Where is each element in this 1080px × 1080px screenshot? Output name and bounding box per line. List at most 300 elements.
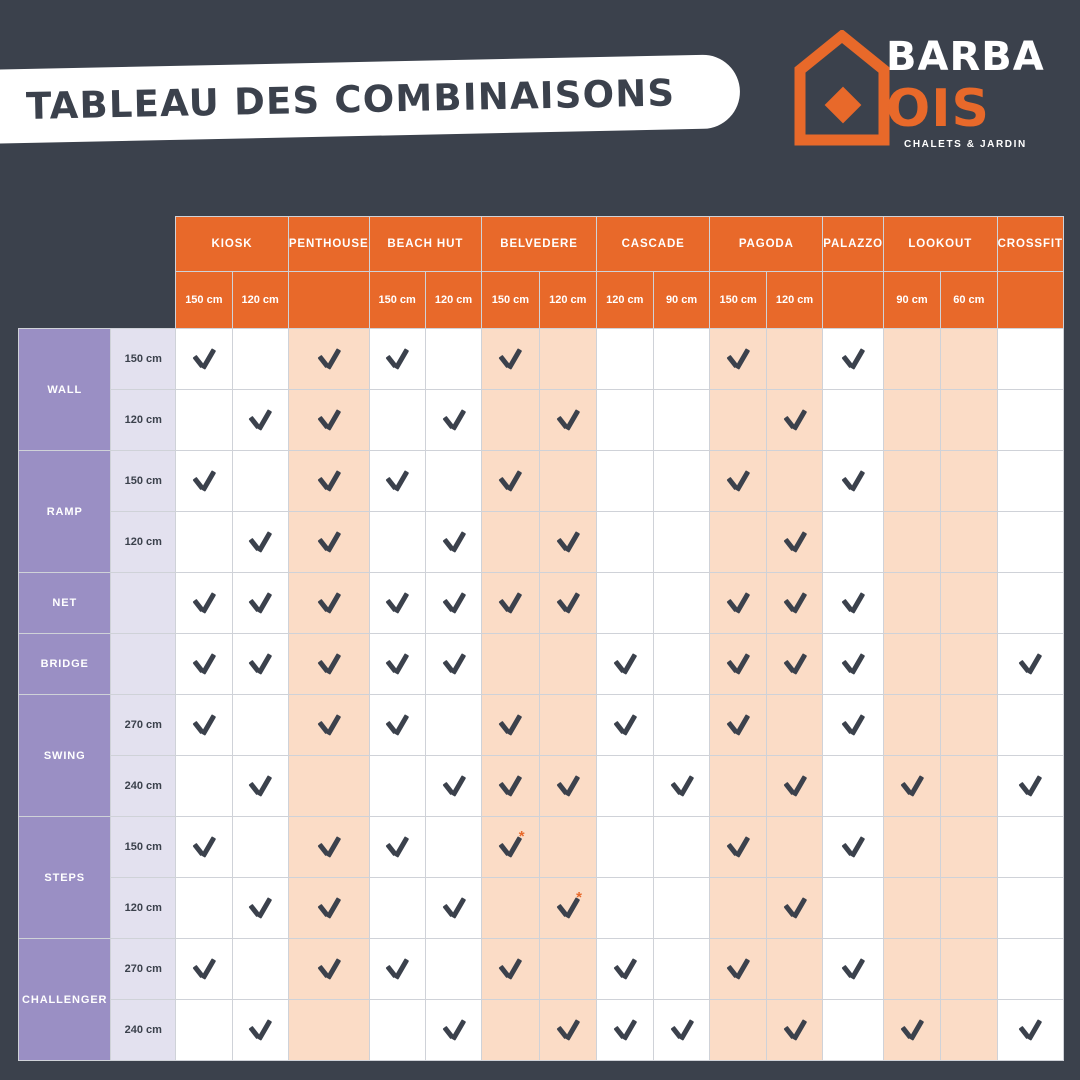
row-sub-header: 120 cm <box>111 512 176 573</box>
column-sub-header <box>997 272 1063 329</box>
combination-cell[interactable] <box>288 329 369 390</box>
check-icon <box>497 471 523 491</box>
combination-cell[interactable] <box>823 878 884 939</box>
check-icon <box>555 776 581 796</box>
check-icon <box>782 593 808 613</box>
row-group-header: STEPS <box>19 817 111 939</box>
combination-cell[interactable] <box>653 817 710 878</box>
combination-cell[interactable] <box>883 817 940 878</box>
column-group-header: BELVEDERE <box>482 217 597 272</box>
combination-cell[interactable] <box>596 634 653 695</box>
check-icon <box>840 349 866 369</box>
combination-cell[interactable] <box>653 451 710 512</box>
check-icon <box>555 410 581 430</box>
row-group-header: BRIDGE <box>19 634 111 695</box>
combination-cell[interactable] <box>997 512 1063 573</box>
combination-cell[interactable] <box>941 390 997 451</box>
combination-cell[interactable] <box>997 756 1063 817</box>
row-sub-header <box>111 634 176 695</box>
combination-cell[interactable] <box>941 573 997 634</box>
combination-cell[interactable] <box>941 878 997 939</box>
combination-cell[interactable] <box>539 451 596 512</box>
combination-cell[interactable] <box>232 878 288 939</box>
combination-cell[interactable] <box>941 756 997 817</box>
combination-cell[interactable] <box>823 329 884 390</box>
combination-cell[interactable] <box>539 878 596 939</box>
combination-cell[interactable] <box>176 634 232 695</box>
combinations-table-wrap <box>18 216 1064 1061</box>
check-icon <box>612 1020 638 1040</box>
combination-cell[interactable] <box>176 939 232 1000</box>
check-icon <box>782 654 808 674</box>
combination-cell[interactable] <box>997 329 1063 390</box>
table-row <box>19 817 1064 878</box>
combination-cell[interactable] <box>653 1000 710 1061</box>
check-icon <box>441 898 467 918</box>
logo-word-top: BARBA <box>886 34 1045 80</box>
check-icon <box>191 837 217 857</box>
combination-cell[interactable] <box>941 695 997 756</box>
combination-cell[interactable] <box>425 817 481 878</box>
combination-cell[interactable] <box>941 817 997 878</box>
combination-cell[interactable] <box>176 817 232 878</box>
combination-cell[interactable] <box>176 878 232 939</box>
check-icon <box>191 593 217 613</box>
column-sub-header: 60 cm <box>941 272 997 329</box>
combination-cell[interactable] <box>766 817 822 878</box>
table-row <box>19 451 1064 512</box>
combination-cell[interactable] <box>596 939 653 1000</box>
check-icon <box>1017 654 1043 674</box>
column-group-header: CROSSFIT <box>997 217 1063 272</box>
table-row <box>19 939 1064 1000</box>
combination-cell[interactable] <box>288 1000 369 1061</box>
check-icon <box>555 532 581 552</box>
combination-cell[interactable] <box>425 329 481 390</box>
column-sub-header: 150 cm <box>482 272 539 329</box>
combination-cell[interactable] <box>710 695 766 756</box>
combination-cell[interactable] <box>596 878 653 939</box>
house-b-logo-icon <box>794 30 890 146</box>
column-group-header: CASCADE <box>596 217 710 272</box>
combination-cell[interactable] <box>288 695 369 756</box>
check-icon <box>725 959 751 979</box>
combination-cell[interactable] <box>941 939 997 1000</box>
combination-cell[interactable] <box>369 817 425 878</box>
table-body <box>19 329 1064 1061</box>
combination-cell[interactable] <box>596 817 653 878</box>
check-icon <box>247 532 273 552</box>
check-icon <box>725 349 751 369</box>
combination-cell[interactable] <box>997 939 1063 1000</box>
combination-cell[interactable] <box>883 756 940 817</box>
combination-cell[interactable] <box>288 878 369 939</box>
table-row <box>19 573 1064 634</box>
check-icon <box>316 410 342 430</box>
check-icon <box>497 593 523 613</box>
check-icon <box>612 715 638 735</box>
combination-cell[interactable] <box>482 939 539 1000</box>
check-icon <box>384 837 410 857</box>
combination-cell[interactable] <box>425 695 481 756</box>
table-row <box>19 756 1064 817</box>
combination-cell[interactable] <box>232 390 288 451</box>
check-icon <box>669 1020 695 1040</box>
combination-cell[interactable] <box>176 329 232 390</box>
combination-cell[interactable] <box>823 390 884 451</box>
combination-cell[interactable] <box>766 634 822 695</box>
combination-cell[interactable] <box>653 634 710 695</box>
combination-cell[interactable] <box>539 634 596 695</box>
combination-cell[interactable] <box>232 634 288 695</box>
combination-cell[interactable] <box>766 1000 822 1061</box>
column-sub-header <box>823 272 884 329</box>
combination-cell[interactable] <box>653 756 710 817</box>
row-sub-header: 150 cm <box>111 817 176 878</box>
combination-cell[interactable] <box>369 1000 425 1061</box>
combination-cell[interactable] <box>823 451 884 512</box>
combination-cell[interactable] <box>766 878 822 939</box>
check-icon <box>247 898 273 918</box>
check-icon <box>899 1020 925 1040</box>
combination-cell[interactable] <box>288 939 369 1000</box>
check-icon <box>441 654 467 674</box>
check-icon <box>782 410 808 430</box>
check-icon <box>725 715 751 735</box>
combination-cell[interactable] <box>883 390 940 451</box>
check-icon <box>191 715 217 735</box>
combination-cell[interactable] <box>653 939 710 1000</box>
combination-cell[interactable] <box>883 451 940 512</box>
row-sub-header: 240 cm <box>111 756 176 817</box>
combination-cell[interactable] <box>288 512 369 573</box>
check-icon <box>191 349 217 369</box>
column-sub-header: 120 cm <box>232 272 288 329</box>
combination-cell[interactable] <box>941 451 997 512</box>
combination-cell[interactable] <box>482 512 539 573</box>
combination-cell[interactable] <box>653 695 710 756</box>
check-icon <box>441 410 467 430</box>
combination-cell[interactable] <box>539 756 596 817</box>
combination-cell[interactable] <box>710 390 766 451</box>
combination-cell[interactable] <box>232 939 288 1000</box>
check-icon <box>191 959 217 979</box>
column-group-header: KIOSK <box>176 217 289 272</box>
column-sub-header: 150 cm <box>369 272 425 329</box>
combination-cell[interactable] <box>823 634 884 695</box>
combination-cell[interactable] <box>653 512 710 573</box>
combination-cell[interactable] <box>883 939 940 1000</box>
combination-cell[interactable] <box>941 634 997 695</box>
combination-cell[interactable] <box>997 878 1063 939</box>
combination-cell[interactable] <box>823 512 884 573</box>
combination-cell[interactable] <box>369 756 425 817</box>
combination-cell[interactable] <box>710 512 766 573</box>
combination-cell[interactable] <box>232 451 288 512</box>
combination-cell[interactable] <box>997 695 1063 756</box>
combination-cell[interactable] <box>710 573 766 634</box>
combination-cell[interactable] <box>766 573 822 634</box>
combination-cell[interactable] <box>883 329 940 390</box>
combination-cell[interactable] <box>369 451 425 512</box>
combination-cell[interactable] <box>766 695 822 756</box>
combination-cell[interactable] <box>997 451 1063 512</box>
column-group-header: PENTHOUSE <box>288 217 369 272</box>
combination-cell[interactable] <box>482 817 539 878</box>
check-icon <box>1017 1020 1043 1040</box>
combination-cell[interactable] <box>539 1000 596 1061</box>
combination-cell[interactable] <box>288 756 369 817</box>
row-sub-header: 270 cm <box>111 695 176 756</box>
combination-cell[interactable] <box>539 512 596 573</box>
combination-cell[interactable] <box>766 329 822 390</box>
combination-cell[interactable] <box>941 329 997 390</box>
combination-cell[interactable] <box>369 329 425 390</box>
combination-cell[interactable] <box>176 390 232 451</box>
check-icon <box>441 593 467 613</box>
combination-cell[interactable] <box>425 1000 481 1061</box>
check-icon <box>899 776 925 796</box>
combination-cell[interactable] <box>369 512 425 573</box>
combination-cell[interactable] <box>288 817 369 878</box>
check-icon <box>384 349 410 369</box>
combination-cell[interactable] <box>883 695 940 756</box>
check-icon <box>316 471 342 491</box>
combination-cell[interactable] <box>482 573 539 634</box>
row-sub-header: 150 cm <box>111 329 176 390</box>
combination-cell[interactable] <box>596 573 653 634</box>
check-icon <box>497 349 523 369</box>
combination-cell[interactable] <box>288 634 369 695</box>
combination-cell[interactable] <box>232 512 288 573</box>
combination-cell[interactable] <box>766 512 822 573</box>
combination-cell[interactable] <box>425 512 481 573</box>
check-icon <box>840 593 866 613</box>
combination-cell[interactable] <box>288 573 369 634</box>
combination-cell[interactable] <box>997 634 1063 695</box>
combination-cell[interactable] <box>997 817 1063 878</box>
combination-cell[interactable] <box>596 756 653 817</box>
combination-cell[interactable] <box>176 451 232 512</box>
combination-cell[interactable] <box>883 1000 940 1061</box>
combination-cell[interactable] <box>232 1000 288 1061</box>
column-sub-header: 90 cm <box>883 272 940 329</box>
check-icon <box>441 776 467 796</box>
combination-cell[interactable] <box>766 939 822 1000</box>
check-icon <box>840 959 866 979</box>
row-group-header: RAMP <box>19 451 111 573</box>
combination-cell[interactable] <box>596 512 653 573</box>
combination-cell[interactable] <box>941 512 997 573</box>
combination-cell[interactable] <box>823 695 884 756</box>
combination-cell[interactable] <box>176 512 232 573</box>
check-icon <box>191 471 217 491</box>
combination-cell[interactable] <box>176 573 232 634</box>
check-icon <box>191 654 217 674</box>
check-icon <box>840 837 866 857</box>
combination-cell[interactable] <box>176 695 232 756</box>
combination-cell[interactable] <box>539 817 596 878</box>
combination-cell[interactable] <box>823 817 884 878</box>
combination-cell[interactable] <box>425 939 481 1000</box>
combination-cell[interactable] <box>539 390 596 451</box>
combination-cell[interactable] <box>596 390 653 451</box>
column-group-header: PALAZZO <box>823 217 884 272</box>
combination-cell[interactable] <box>596 329 653 390</box>
combination-cell[interactable] <box>482 329 539 390</box>
combination-cell[interactable] <box>883 878 940 939</box>
check-icon <box>316 654 342 674</box>
combination-cell[interactable] <box>596 451 653 512</box>
combination-cell[interactable] <box>425 756 481 817</box>
row-group-header: WALL <box>19 329 111 451</box>
combination-cell[interactable] <box>997 573 1063 634</box>
check-icon <box>316 715 342 735</box>
combination-cell[interactable] <box>653 329 710 390</box>
combination-cell[interactable] <box>766 390 822 451</box>
table-row <box>19 634 1064 695</box>
combination-cell[interactable] <box>369 939 425 1000</box>
check-icon <box>247 1020 273 1040</box>
check-icon <box>497 776 523 796</box>
combination-cell[interactable] <box>288 390 369 451</box>
combination-cell[interactable] <box>823 1000 884 1061</box>
check-icon <box>612 959 638 979</box>
combination-cell[interactable] <box>653 573 710 634</box>
combination-cell[interactable] <box>482 634 539 695</box>
check-icon <box>316 593 342 613</box>
check-icon <box>782 1020 808 1040</box>
combination-cell[interactable] <box>883 634 940 695</box>
combination-cell[interactable] <box>232 817 288 878</box>
column-sub-header: 150 cm <box>176 272 232 329</box>
row-group-header: CHALLENGER <box>19 939 111 1061</box>
combination-cell[interactable] <box>997 1000 1063 1061</box>
combination-cell[interactable] <box>369 573 425 634</box>
combination-cell[interactable] <box>482 390 539 451</box>
combination-cell[interactable] <box>539 939 596 1000</box>
table-head <box>19 217 1064 329</box>
row-sub-header <box>111 573 176 634</box>
combination-cell[interactable] <box>823 573 884 634</box>
combination-cell[interactable] <box>710 817 766 878</box>
table-row <box>19 329 1064 390</box>
page-title: TABLEAU DES COMBINAISONS <box>25 70 676 128</box>
column-sub-header: 150 cm <box>710 272 766 329</box>
combination-cell[interactable] <box>482 451 539 512</box>
combination-cell[interactable] <box>176 756 232 817</box>
combination-cell[interactable] <box>539 695 596 756</box>
combination-cell[interactable] <box>596 695 653 756</box>
check-icon <box>316 837 342 857</box>
combination-cell[interactable] <box>369 390 425 451</box>
asterisk-marker: * <box>576 889 582 906</box>
combination-cell[interactable] <box>425 451 481 512</box>
column-sub-header <box>288 272 369 329</box>
combination-cell[interactable] <box>482 756 539 817</box>
combination-cell[interactable] <box>425 634 481 695</box>
column-sub-header: 120 cm <box>425 272 481 329</box>
combination-cell[interactable] <box>823 939 884 1000</box>
check-icon <box>384 471 410 491</box>
check-icon <box>840 715 866 735</box>
combinations-table <box>18 216 1064 1061</box>
combination-cell[interactable] <box>288 451 369 512</box>
title-banner <box>0 54 741 144</box>
row-group-header: NET <box>19 573 111 634</box>
combination-cell[interactable] <box>653 390 710 451</box>
combination-cell[interactable] <box>596 1000 653 1061</box>
combination-cell[interactable] <box>539 329 596 390</box>
check-icon <box>782 776 808 796</box>
combination-cell[interactable] <box>425 390 481 451</box>
row-sub-header: 150 cm <box>111 451 176 512</box>
column-group-header: BEACH HUT <box>369 217 482 272</box>
combination-cell[interactable] <box>653 878 710 939</box>
check-icon <box>669 776 695 796</box>
combination-cell[interactable] <box>369 695 425 756</box>
check-icon <box>441 532 467 552</box>
combination-cell[interactable] <box>823 756 884 817</box>
combination-cell[interactable] <box>710 451 766 512</box>
combination-cell[interactable] <box>710 1000 766 1061</box>
combination-cell[interactable] <box>766 756 822 817</box>
combination-cell[interactable] <box>941 1000 997 1061</box>
combination-cell[interactable] <box>425 878 481 939</box>
column-sub-header: 120 cm <box>539 272 596 329</box>
combination-cell[interactable] <box>232 573 288 634</box>
check-icon <box>247 593 273 613</box>
combination-cell[interactable] <box>710 634 766 695</box>
combination-cell[interactable] <box>766 451 822 512</box>
combination-cell[interactable] <box>997 390 1063 451</box>
combination-cell[interactable] <box>539 573 596 634</box>
combination-cell[interactable] <box>369 634 425 695</box>
check-icon <box>316 959 342 979</box>
check-icon <box>316 532 342 552</box>
column-sub-header: 120 cm <box>596 272 653 329</box>
check-icon <box>782 898 808 918</box>
logo-tagline: CHALETS & JARDIN <box>904 139 1027 150</box>
check-icon <box>555 1020 581 1040</box>
check-icon <box>612 654 638 674</box>
check-icon <box>316 898 342 918</box>
combination-cell[interactable] <box>232 329 288 390</box>
combination-cell[interactable] <box>482 695 539 756</box>
combination-cell[interactable] <box>482 1000 539 1061</box>
combination-cell[interactable] <box>176 1000 232 1061</box>
row-sub-header: 120 cm <box>111 390 176 451</box>
check-icon <box>247 776 273 796</box>
combination-cell[interactable] <box>369 878 425 939</box>
brand-logo <box>794 24 1044 164</box>
check-icon <box>247 410 273 430</box>
combination-cell[interactable] <box>710 878 766 939</box>
combination-cell[interactable] <box>232 756 288 817</box>
check-icon <box>497 715 523 735</box>
combination-cell[interactable] <box>232 695 288 756</box>
combination-cell[interactable] <box>710 756 766 817</box>
combination-cell[interactable] <box>883 573 940 634</box>
check-icon <box>840 654 866 674</box>
combination-cell[interactable] <box>710 329 766 390</box>
combination-cell[interactable] <box>482 878 539 939</box>
combination-cell[interactable] <box>710 939 766 1000</box>
row-group-header: SWING <box>19 695 111 817</box>
combination-cell[interactable] <box>883 512 940 573</box>
combination-cell[interactable] <box>425 573 481 634</box>
table-row <box>19 1000 1064 1061</box>
